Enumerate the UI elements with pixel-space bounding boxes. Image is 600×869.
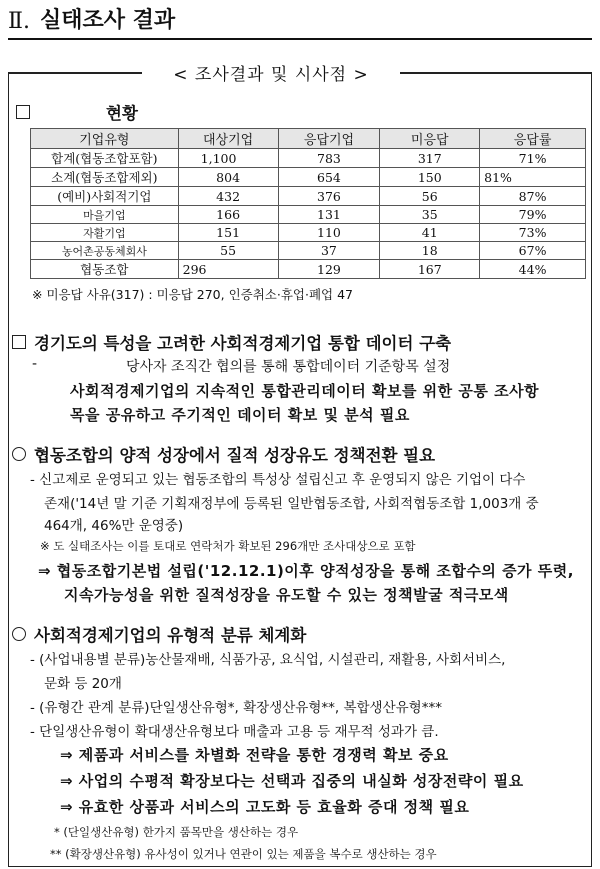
table-cell: 783 xyxy=(278,149,380,168)
table-cell: 296 xyxy=(178,260,278,279)
table-cell: 654 xyxy=(278,168,380,187)
body-line: - 단일생산유형이 확대생산유형보다 매출과 고용 등 재무적 성과가 큼. xyxy=(30,724,439,740)
body-line: 당사자 조직간 협의를 통해 통합데이터 기준항목 설정 xyxy=(126,359,451,375)
chapter-title: 실태조사 결과 xyxy=(39,8,176,33)
footnote: ** (확장생산유형) 유사성이 있거나 연관이 있는 제품을 복수로 생산하는 경우 xyxy=(50,847,437,861)
table-cell: 71% xyxy=(480,149,586,168)
body-line: 464개, 46%만 운영중) xyxy=(44,518,184,534)
section-status-title: 현황 xyxy=(106,104,138,123)
table-row xyxy=(31,168,586,187)
table-cell: 129 xyxy=(278,260,380,279)
table-cell: 110 xyxy=(278,224,380,242)
table-cell: 67% xyxy=(480,242,586,260)
table-cell: 협동조합 xyxy=(31,260,179,279)
body-line: - (사업내용별 분류)농산물재배, 식품가공, 요식업, 시설관리, 재활용, 사회서비스, xyxy=(30,652,506,668)
footnote: * (단일생산유형) 한가지 품목만을 생산하는 경우 xyxy=(54,825,299,839)
body-line: - (유형간 관계 분류)단일생산유형*, 확장생산유형**, 복합생산유형*** xyxy=(30,700,442,716)
chapter-number: Ⅱ. xyxy=(8,9,30,34)
nonresponse-note: ※ 미응답 사유(317) : 미응답 270, 인증취소·휴업·폐업 47 xyxy=(32,287,353,302)
table-cell: 55 xyxy=(178,242,278,260)
table-cell: 87% xyxy=(480,187,586,206)
status-table xyxy=(30,128,586,279)
table-cell: 37 xyxy=(278,242,380,260)
square-bullet-icon xyxy=(12,335,26,349)
section-data-heading xyxy=(12,330,451,354)
section-type-title: 사회적경제기업의 유형적 분류 체계화 xyxy=(34,626,307,645)
table-cell: 376 xyxy=(278,187,380,206)
body-line: - 신고제로 운영되고 있는 협동조합의 특성상 설립신고 후 운영되지 않은 기업이 다수 xyxy=(30,472,526,488)
section-data-title: 경기도의 특성을 고려한 사회적경제기업 통합 데이터 구축 xyxy=(34,334,452,353)
table-row xyxy=(31,260,586,279)
table-cell: 432 xyxy=(178,187,278,206)
table-cell: 44% xyxy=(480,260,586,279)
table-row xyxy=(31,149,586,168)
table-row xyxy=(31,187,586,206)
table-row xyxy=(31,224,586,242)
table-cell: 73% xyxy=(480,224,586,242)
emphasis-line: 목을 공유하고 주기적인 데이터 확보 및 분석 필요 xyxy=(70,406,410,424)
emphasis-line: ⇒ 협동조합기본법 설립('12.12.1)이후 양적성장을 통해 조합수의 증가 뚜렷, xyxy=(38,562,574,580)
table-cell: 41 xyxy=(380,224,480,242)
table-cell: 131 xyxy=(278,206,380,224)
table-cell: 167 xyxy=(380,260,480,279)
emphasis-line: ⇒ 제품과 서비스를 차별화 전략을 통한 경쟁력 확보 중요 xyxy=(60,746,449,764)
table-header-cell: 대상기업 xyxy=(178,129,278,149)
table-cell: 35 xyxy=(380,206,480,224)
table-cell: 18 xyxy=(380,242,480,260)
table-row xyxy=(31,206,586,224)
table-cell: 804 xyxy=(178,168,278,187)
table-cell: 166 xyxy=(178,206,278,224)
table-cell: 151 xyxy=(178,224,278,242)
emphasis-line: 지속가능성을 위한 질적성장을 유도할 수 있는 정책발굴 적극모색 xyxy=(64,586,509,604)
table-header-row xyxy=(31,129,586,149)
frame-title: < 조사결과 및 시사점 > xyxy=(142,60,400,85)
body-line: 문화 등 20개 xyxy=(44,676,122,692)
section-status-heading xyxy=(16,100,138,124)
table-header-cell: 응답률 xyxy=(480,129,586,149)
table-header-cell: 미응답 xyxy=(380,129,480,149)
table-cell: 농어촌공동체회사 xyxy=(31,242,179,260)
body-line: 존재('14년 말 기준 기획재정부에 등록된 일반협동조합, 사회적협동조합 1,003개 중 xyxy=(44,496,539,512)
table-cell: 마을기업 xyxy=(31,206,179,224)
table-cell: 소계(협동조합제외) xyxy=(31,168,179,187)
table-cell: 79% xyxy=(480,206,586,224)
circle-bullet-icon xyxy=(12,447,26,461)
table-cell: 56 xyxy=(380,187,480,206)
survey-note: ※ 도 실태조사는 이를 토대로 연락처가 확보된 296개만 조사대상으로 포함 xyxy=(40,539,416,553)
section-coop-heading xyxy=(12,442,435,466)
section-type-heading xyxy=(12,622,306,646)
circle-bullet-icon xyxy=(12,627,26,641)
table-cell: 150 xyxy=(380,168,480,187)
table-header-cell: 기업유형 xyxy=(31,129,179,149)
square-bullet-icon xyxy=(16,105,30,119)
chapter-heading xyxy=(8,6,592,40)
section-coop-title: 협동조합의 양적 성장에서 질적 성장유도 정책전환 필요 xyxy=(34,446,436,465)
emphasis-line: ⇒ 유효한 상품과 서비스의 고도화 등 효율화 증대 정책 필요 xyxy=(60,798,470,816)
table-cell: 합계(협동조합포함) xyxy=(31,149,179,168)
table-cell: 317 xyxy=(380,149,480,168)
table-row xyxy=(31,242,586,260)
table-cell: 81% xyxy=(480,168,586,187)
emphasis-line: 사회적경제기업의 지속적인 통합관리데이터 확보를 위한 공통 조사항 xyxy=(70,382,540,400)
table-cell: (예비)사회적기업 xyxy=(31,187,179,206)
dash-marker: - xyxy=(32,356,38,372)
table-cell: 1,100 xyxy=(178,149,278,168)
emphasis-line: ⇒ 사업의 수평적 확장보다는 선택과 집중의 내실화 성장전략이 필요 xyxy=(60,772,524,790)
table-cell: 자활기업 xyxy=(31,224,179,242)
table-header-cell: 응답기업 xyxy=(278,129,380,149)
